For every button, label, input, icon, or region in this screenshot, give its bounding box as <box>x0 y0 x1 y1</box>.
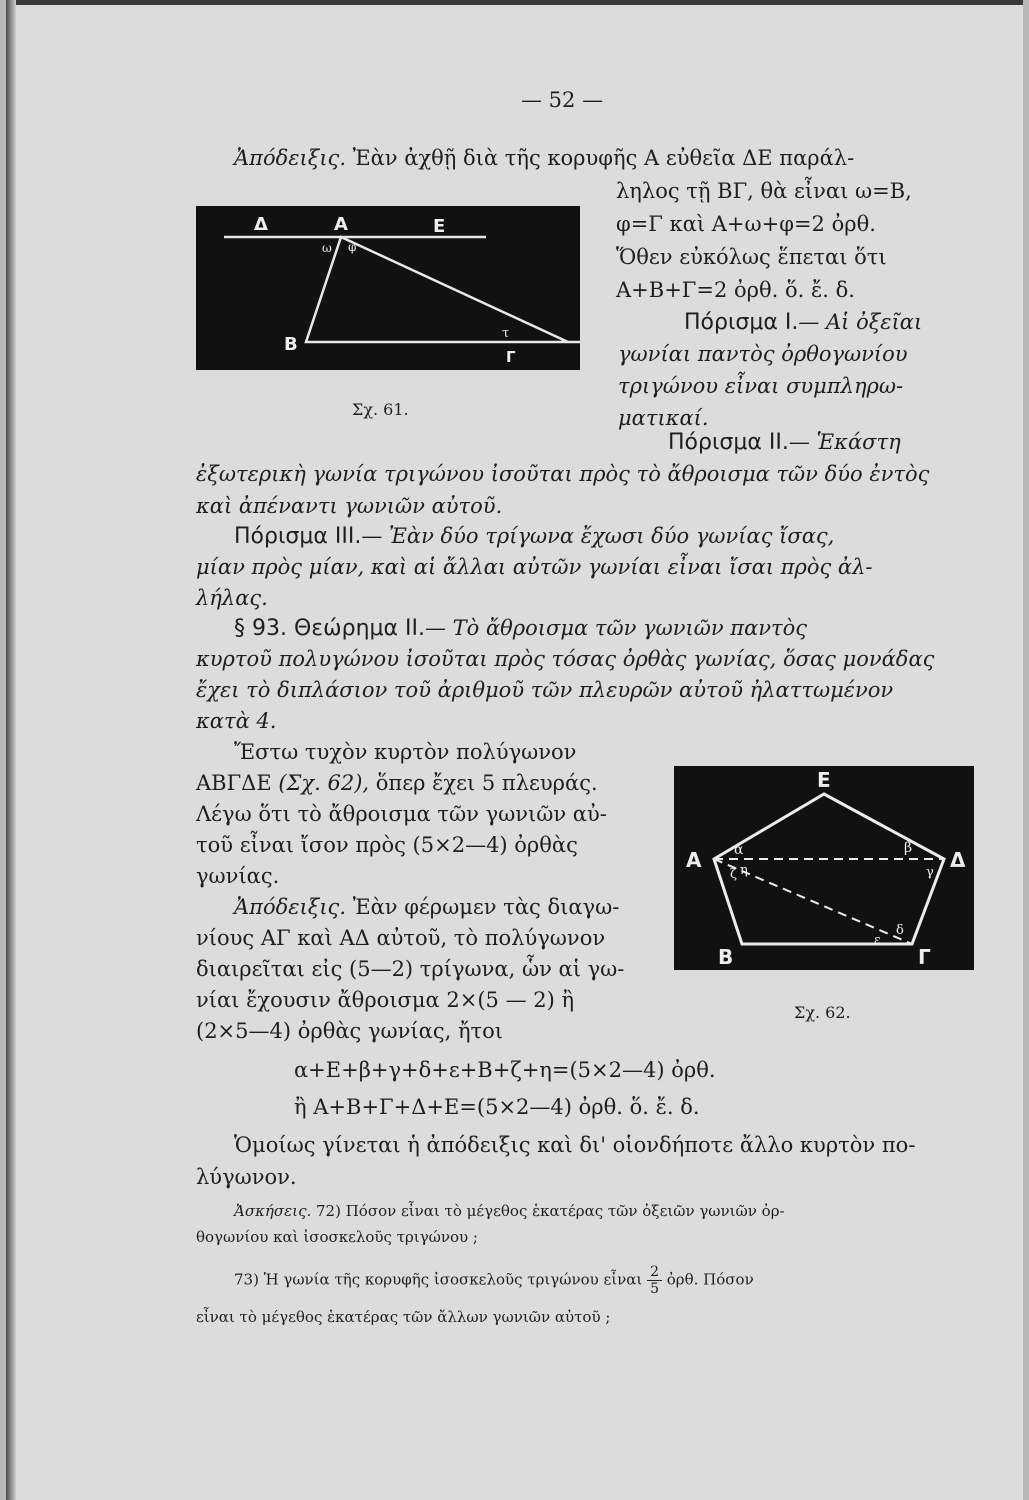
book-page <box>6 0 1023 1500</box>
fig62-label-epsilon: ε <box>874 933 881 948</box>
body-line1: Ἔστω τυχὸν κυρτὸν πολύγωνον <box>234 740 577 764</box>
similarly-line2: λύγωνον. <box>196 1165 297 1189</box>
fig62-label-alpha: α <box>734 842 744 858</box>
fig62-label-A: Α <box>686 848 702 872</box>
porisma3-text1: — Ἐὰν δύο τρίγωνα ἔχωσι δύο γωνίας ἴσας, <box>361 524 835 548</box>
fig61-label-G: Γ <box>506 348 516 366</box>
proof1-line1 <box>234 142 974 175</box>
fig62-label-E: Ε <box>817 768 831 792</box>
porisma2-line1 <box>668 426 901 459</box>
theorem-heading: § 93. Θεώρημα ΙΙ. <box>234 616 425 641</box>
exercise-72-text1: 72) Πόσον εἶναι τὸ μέγεθος ἑκατέρας τῶν ὀξειῶν γωνιῶν ὀρ- <box>316 1202 785 1220</box>
exercise-72-line2: θογωνίου καὶ ἰσοσκελοῦς τριγώνου ; <box>196 1228 478 1246</box>
fig61-label-B: Β <box>284 334 298 355</box>
fig62-label-beta: β <box>904 840 913 856</box>
page-top-edge <box>6 0 1023 5</box>
porisma1-text1: — Αἱ ὀξεῖαι <box>798 310 923 334</box>
theorem-line1 <box>234 612 807 645</box>
figure-61 <box>196 206 580 370</box>
proof1-label: Ἀπόδειξις. <box>234 146 346 170</box>
fig61-label-omega: ω <box>322 241 332 255</box>
similarly-line1: Ὁμοίως γίνεται ἡ ἀπόδειξις καὶ δι' οἱονδήποτε ἄλλο κυρτὸν πο- <box>234 1133 916 1157</box>
proof2-line2: νίους ΑΓ καὶ ΑΔ αὐτοῦ, τὸ πολύγωνον <box>196 926 606 950</box>
porisma1-line1 <box>684 306 922 339</box>
fig61-label-phi: φ <box>348 240 357 254</box>
porisma2-text1: — Ἑκάστη <box>788 430 901 454</box>
exercise-73-line2: εἶναι τὸ μέγεθος ἑκατέρας τῶν ἄλλων γωνιῶν αὐτοῦ ; <box>196 1308 611 1326</box>
fig61-label-D: Δ <box>254 214 268 235</box>
porisma2-line3: καὶ ἀπέναντι γωνιῶν αὐτοῦ. <box>196 494 503 518</box>
fig61-label-A: Α <box>334 214 348 235</box>
proof2-label: Ἀπόδειξις. <box>234 895 346 919</box>
equation-1: α+Ε+β+γ+δ+ε+Β+ζ+η=(5×2—4) ὀρθ. <box>294 1058 716 1082</box>
porisma3-line2: μίαν πρὸς μίαν, καὶ αἱ ἄλλαι αὐτῶν γωνίαι εἶναι ἴσαι πρὸς ἀλ- <box>196 555 873 579</box>
body-line4: τοῦ εἶναι ἴσον πρὸς (5×2—4) ὀρθὰς <box>196 833 578 857</box>
proof1-line5: Α+Β+Γ=2 ὀρθ. ὅ. ἔ. δ. <box>616 278 855 302</box>
fig62-label-D: Δ <box>950 848 966 872</box>
exercise-73-text2: ὀρθ. Πόσον <box>666 1270 754 1289</box>
porisma3-line3: λήλας. <box>196 586 268 610</box>
theorem-line3: ἔχει τὸ διπλάσιον τοῦ ἀριθμοῦ τῶν πλευρῶν αὐτοῦ ἠλαττωμένον <box>196 678 894 702</box>
theorem-text1: — Τὸ ἄθροισμα τῶν γωνιῶν παντὸς <box>424 616 808 640</box>
proof1-line4: Ὅθεν εὐκόλως ἕπεται ὅτι <box>616 245 887 269</box>
fig62-label-eta: η <box>740 863 748 878</box>
fig62-caption: Σχ. 62. <box>794 1003 851 1022</box>
porisma3-heading: Πόρισμα ΙΙΙ. <box>234 524 362 549</box>
fig61-caption: Σχ. 61. <box>352 400 409 419</box>
porisma2-line2: ἐξωτερικὴ γωνία τριγώνου ἰσοῦται πρὸς τὸ ἄθροισμα τῶν δύο ἐντὸς <box>196 462 930 486</box>
fraction-numerator: 2 <box>647 1264 662 1281</box>
exercise-73-text1: 73) Ἡ γωνία τῆς κορυφῆς ἰσοσκελοῦς τριγώνου εἶναι <box>234 1270 643 1289</box>
proof2-line3: διαιρεῖται εἰς (5—2) τρίγωνα, ὧν αἱ γω- <box>196 957 625 981</box>
fig62-label-B: Β <box>718 945 734 969</box>
proof2-line5: (2×5—4) ὀρθὰς γωνίας, ἤτοι <box>196 1019 504 1043</box>
fig61-label-tau: τ <box>502 326 510 341</box>
porisma1-heading: Πόρισμα Ι. <box>684 310 799 335</box>
fig62-label-gamma: γ <box>926 865 934 880</box>
body-line2-rest: ὅπερ ἔχει 5 πλευράς. <box>375 771 598 795</box>
theorem-line2: κυρτοῦ πολυγώνου ἰσοῦται πρὸς τόσας ὀρθὰς γωνίας, ὅσας μονάδας <box>196 647 935 671</box>
porisma3-line1 <box>234 520 834 553</box>
fraction-denominator: 5 <box>650 1281 659 1297</box>
page-number: — 52 — <box>521 88 604 112</box>
fig61-label-E: Ε <box>433 216 446 237</box>
exercise-73-line1 <box>234 1264 754 1297</box>
page-binding-shadow <box>6 0 16 1500</box>
proof2-text1: Ἐὰν φέρωμεν τὰς διαγω- <box>352 895 620 919</box>
triangle-diagram <box>196 206 580 370</box>
pentagon-diagram <box>674 766 974 970</box>
proof2-line4: νίαι ἔχουσιν ἄθροισμα 2×(5 — 2) ἢ <box>196 988 575 1012</box>
equation-2: ἢ Α+Β+Γ+Δ+Ε=(5×2—4) ὀρθ. ὅ. ἔ. δ. <box>294 1095 700 1119</box>
proof1-line2: ληλος τῇ ΒΓ, θὰ εἶναι ω=Β, <box>616 179 912 203</box>
proof2-line1 <box>234 891 619 924</box>
body-line2-polygon: ΑΒΓΔΕ <box>196 771 272 795</box>
porisma1-line2: γωνίαι παντὸς ὀρθογωνίου <box>618 342 908 366</box>
body-line2-figref: (Σχ. 62), <box>278 771 370 795</box>
proof1-text1: Ἐὰν ἀχθῇ διὰ τῆς κορυφῆς Α εὐθεῖα ΔΕ παράλ- <box>352 146 855 170</box>
fraction-two-fifths <box>647 1264 662 1297</box>
body-line2 <box>196 767 598 800</box>
fig62-label-G: Γ <box>918 945 931 969</box>
porisma1-line3: τριγώνου εἶναι συμπληρω- <box>618 374 904 398</box>
figure-62 <box>674 766 974 970</box>
exercises-label: Ἀσκήσεις. <box>234 1202 312 1220</box>
proof1-line3: φ=Γ καὶ Α+ω+φ=2 ὀρθ. <box>616 212 876 236</box>
fig62-label-delta: δ <box>896 923 904 938</box>
porisma2-heading: Πόρισμα ΙΙ. <box>668 430 789 455</box>
theorem-line4: κατὰ 4. <box>196 709 277 733</box>
porisma1-line4: ματικαί. <box>618 406 709 430</box>
body-line3: Λέγω ὅτι τὸ ἄθροισμα τῶν γωνιῶν αὐ- <box>196 802 607 826</box>
body-line5: γωνίας. <box>196 864 280 888</box>
fig62-label-zeta: ζ <box>730 867 738 882</box>
